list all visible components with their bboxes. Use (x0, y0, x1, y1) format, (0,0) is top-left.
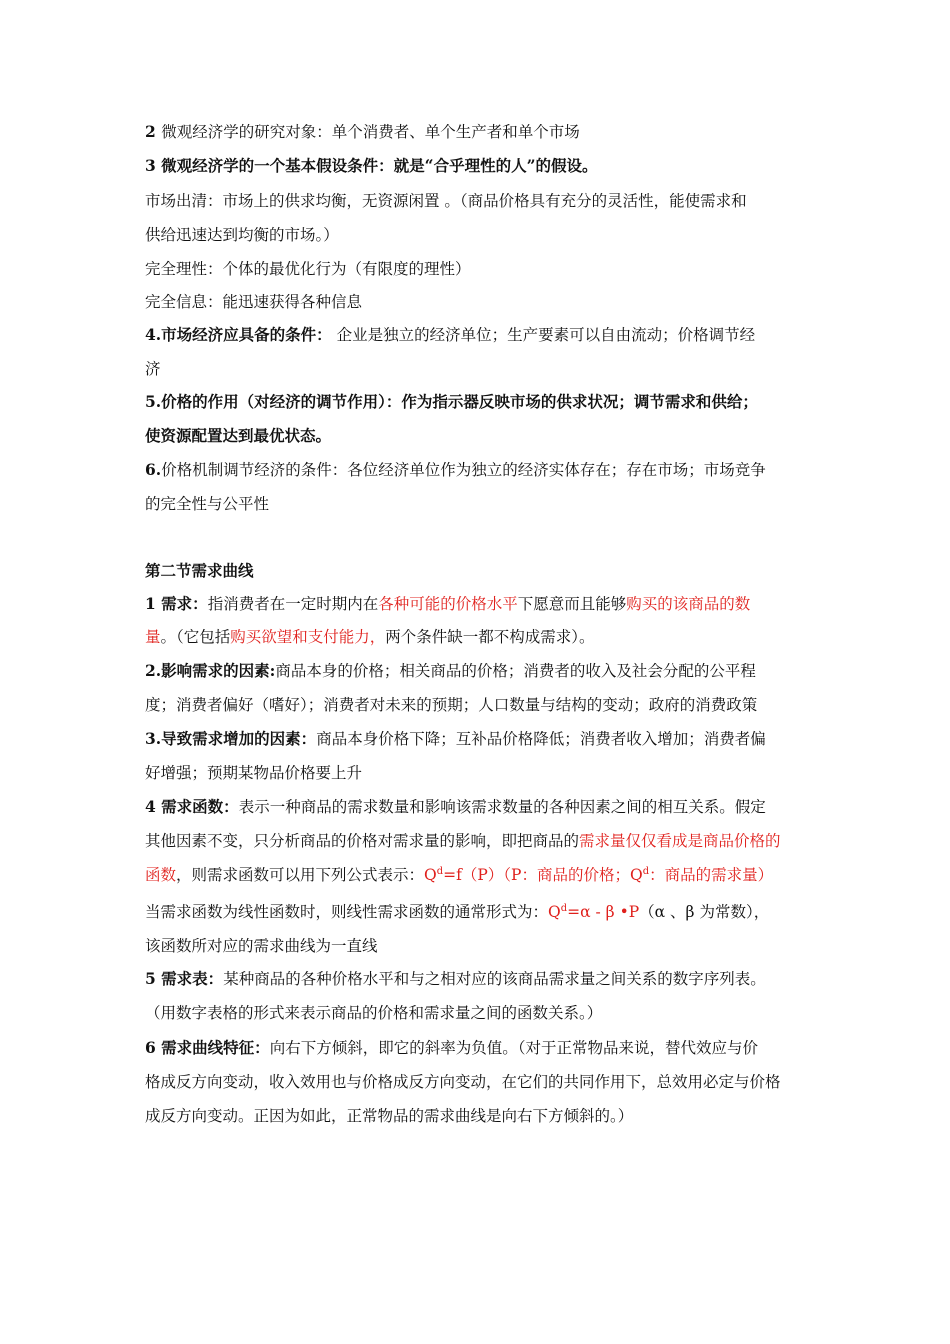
text-segment: 3.导致需求增加的因素： (145, 729, 317, 748)
text-segment: 6. (145, 460, 162, 479)
text-segment: 购买的该商品的数 (626, 595, 751, 613)
text-segment: 4.市场经济应具备的条件： (145, 325, 332, 344)
text-segment: =α - β •P (567, 903, 640, 921)
text-line (145, 1003, 815, 1023)
text-line (145, 225, 815, 245)
text-line (145, 191, 815, 211)
text-segment: 两个条件缺一都不构成需求）。 (385, 628, 595, 646)
text-line (145, 661, 815, 681)
text-segment: 成反方向变动。正因为如此，正常物品的需求曲线是向右下方倾斜的。） (145, 1107, 634, 1125)
text-segment: 度；消费者偏好（嗜好）；消费者对未来的预期；人口数量与结构的变动；政府的消费政策 (145, 696, 758, 714)
text-line (145, 797, 815, 817)
text-segment: 向右下方倾斜，即它的斜率为负值。（对于正常物品来说，替代效应与价 (269, 1039, 758, 1057)
text-line (145, 1072, 815, 1092)
text-segment: 微观经济学的研究对象：单个消费者、单个生产者和单个市场 (161, 123, 580, 141)
text-segment: 第二节需求曲线 (145, 561, 254, 580)
text-segment: 1 需求： (145, 594, 208, 613)
text-line (145, 359, 815, 379)
text-segment: 2.影响需求的因素: (145, 661, 276, 680)
text-segment: 的完全性与公平性 (145, 495, 270, 513)
text-line (145, 1106, 815, 1126)
text-line (145, 902, 815, 922)
text-segment: 。（它包括 (160, 628, 231, 646)
text-segment: 市场出清：市场上的供求均衡，无资源闲置 。（商品价格具有充分的灵活性，能使需求和 (145, 192, 747, 210)
text-line (145, 426, 815, 446)
text-segment: 当需求函数为线性函数时，则线性需求函数的通常形式为： (145, 903, 549, 921)
text-line (145, 865, 815, 885)
text-line (145, 325, 815, 345)
text-line (145, 460, 815, 480)
text-segment: 好增强；预期某物品价格要上升 (145, 764, 363, 782)
text-segment: 指消费者在一定时期内在 (207, 595, 379, 613)
text-segment: 购买欲望和支付能力， (230, 628, 386, 646)
text-segment: 3 微观经济学的一个基本假设条件：就是“合乎理性的人”的假设。 (145, 156, 598, 175)
text-segment: 完全理性：个体的最优化行为（有限度的理性） (145, 260, 471, 278)
text-segment: ：商品的需求量） (649, 866, 774, 884)
text-segment: 某种商品的各种价格水平和与之相对应的该商品需求量之间关系的数字序列表。 (223, 970, 766, 988)
text-line (145, 392, 815, 412)
text-segment: 量 (145, 628, 161, 646)
text-line (145, 494, 815, 514)
text-segment: d (436, 865, 444, 877)
text-segment: 价格机制调节经济的条件：各位经济单位作为独立的经济实体存在；存在市场；市场竞争 (161, 461, 766, 479)
text-segment: 函数 (145, 866, 177, 884)
text-segment: Q (548, 903, 561, 921)
text-line (145, 292, 815, 312)
text-line (145, 594, 815, 614)
text-segment: 商品本身的价格；相关商品的价格；消费者的收入及社会分配的公平程 (275, 662, 756, 680)
text-segment: 其他因素不变，只分析商品的价格对需求量的影响，即把商品的 (145, 832, 580, 850)
text-line (145, 831, 815, 851)
text-line (145, 695, 815, 715)
text-segment: 各种可能的价格水平 (378, 595, 518, 613)
text-line (145, 156, 815, 176)
text-line (145, 627, 815, 647)
text-segment: 5 需求表： (145, 969, 224, 988)
text-segment: d (560, 902, 568, 914)
text-segment: 格成反方向变动，收入效用也与价格成反方向变动，在它们的共同作用下，总效用必定与价格 (145, 1073, 781, 1091)
text-line (145, 729, 815, 749)
text-segment: 企业是独立的经济单位；生产要素可以自由流动；价格调节经 (331, 326, 756, 344)
text-segment: 4 需求函数： (145, 797, 239, 816)
text-segment: =f（P）（P：商品的价格；Q (443, 866, 643, 884)
text-segment: 使资源配置达到最优状态。 (145, 426, 332, 445)
text-segment: 表示一种商品的需求数量和影响该需求数量的各种因素之间的相互关系。假定 (238, 798, 766, 816)
text-segment: 供给迅速达到均衡的市场。） (145, 226, 339, 244)
text-segment: 2 (145, 122, 162, 141)
text-segment: 需求量仅仅看成是商品价格的 (579, 832, 781, 850)
text-segment: ，则需求函数可以用下列公式表示： (176, 866, 425, 884)
text-line (145, 763, 815, 783)
text-segment: d (642, 865, 650, 877)
text-segment: 商品本身价格下降；互补品价格降低；消费者收入增加；消费者偏 (316, 730, 766, 748)
section-heading (145, 561, 815, 581)
text-line (145, 969, 815, 989)
text-segment: 下愿意而且能够 (517, 595, 627, 613)
text-segment: 该函数所对应的需求曲线为一直线 (145, 937, 378, 955)
text-line (145, 936, 815, 956)
text-line (145, 122, 815, 142)
text-segment: 5.价格的作用（对经济的调节作用）：作为指示器反映市场的供求状况；调节需求和供给； (145, 392, 758, 411)
text-line (145, 1038, 815, 1058)
text-segment: 6 需求曲线特征： (145, 1038, 270, 1057)
text-segment: （用数字表格的形式来表示商品的价格和需求量之间的函数关系。） (145, 1004, 603, 1022)
text-segment: Q (424, 866, 437, 884)
text-segment: （α 、β 为常数）， (639, 903, 770, 921)
text-line (145, 259, 815, 279)
text-segment: 济 (145, 360, 161, 378)
text-segment: 完全信息：能迅速获得各种信息 (145, 293, 363, 311)
